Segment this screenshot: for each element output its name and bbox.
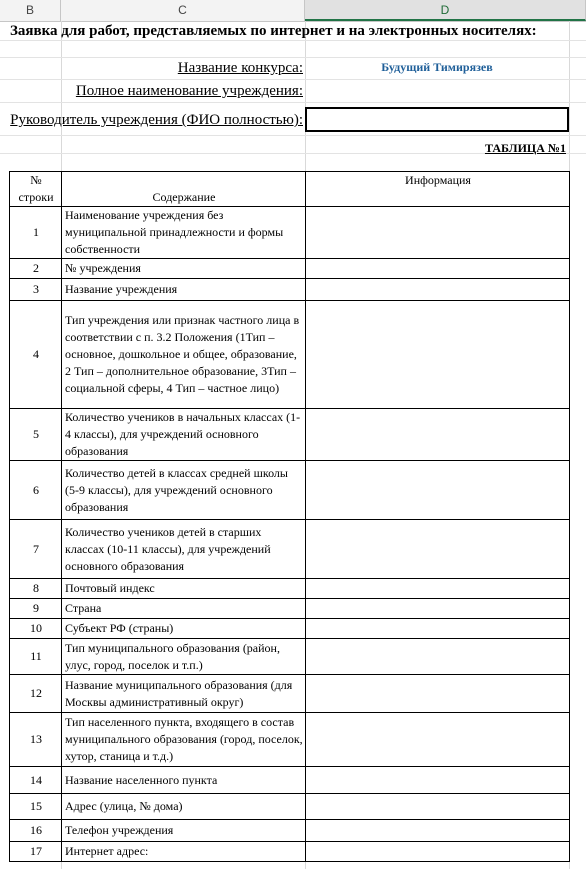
head-name-cell[interactable]: [305, 107, 569, 132]
row-info-cell[interactable]: [306, 842, 570, 862]
contest-label: Название конкурса:: [177, 60, 303, 76]
table-row: [10, 207, 570, 259]
row-content: Наименование учреждения без муниципальной принадлежности и формы собственности: [62, 207, 306, 259]
table-row: [10, 301, 570, 409]
table-row: [10, 461, 570, 520]
column-header-bar: [0, 0, 586, 22]
row-info-cell[interactable]: [306, 599, 570, 619]
row-info-cell[interactable]: [306, 259, 570, 279]
row-number: 11: [10, 639, 62, 675]
row-number: 5: [10, 409, 62, 461]
column-header-b[interactable]: B: [0, 0, 61, 21]
grid-line: [0, 79, 586, 80]
row-content: № учреждения: [62, 259, 306, 279]
table-row: [10, 409, 570, 461]
table-row: [10, 619, 570, 639]
row-number: 7: [10, 520, 62, 579]
row-info-cell[interactable]: [306, 409, 570, 461]
row-content: Название муниципального образования (для Москвы административный округ): [62, 675, 306, 713]
table-row: [10, 279, 570, 301]
row-number: 9: [10, 599, 62, 619]
row-info-cell[interactable]: [306, 619, 570, 639]
grid-line: [0, 135, 586, 136]
table-row: [10, 639, 570, 675]
row-number: 15: [10, 794, 62, 820]
row-number: 2: [10, 259, 62, 279]
column-header-d[interactable]: D: [305, 0, 586, 21]
row-content: Телефон учреждения: [62, 820, 306, 842]
row-number: 17: [10, 842, 62, 862]
table-row: [10, 842, 570, 862]
row-content: Тип населенного пункта, входящего в состав муниципального образования (город, поселок, хутор, станица и т.д.): [62, 713, 306, 767]
table-row: [10, 794, 570, 820]
table-header-row: [10, 172, 570, 207]
row-number: 16: [10, 820, 62, 842]
table-row: [10, 599, 570, 619]
row-content: Количество учеников детей в старших классах (10-11 классы), для учреждений основного образования: [62, 520, 306, 579]
table-row: [10, 713, 570, 767]
head-label: Руководитель учреждения (ФИО полностью):: [10, 112, 303, 128]
row-number: 6: [10, 461, 62, 520]
row-info-cell[interactable]: [306, 301, 570, 409]
table-row: [10, 520, 570, 579]
row-info-cell[interactable]: [306, 461, 570, 520]
row-number: 10: [10, 619, 62, 639]
table-row: [10, 579, 570, 599]
row-content: Тип учреждения или признак частного лица в соответствии с п. 3.2 Положения (1Тип – основное, дошкольное и общее, образование, 2 Тип – дополнительное образование, 3Тип – социальной сферы, 4 Тип – частное лицо): [62, 301, 306, 409]
row-info-cell[interactable]: [306, 767, 570, 794]
row-number: 8: [10, 579, 62, 599]
grid-line: [0, 57, 586, 58]
row-content: Количество детей в классах средней школы (5-9 классы), для учреждений основного образования: [62, 461, 306, 520]
row-number: 13: [10, 713, 62, 767]
row-info-cell[interactable]: [306, 713, 570, 767]
contest-value[interactable]: Будущий Тимирязев: [381, 60, 493, 74]
row-content: Почтовый индекс: [62, 579, 306, 599]
row-info-cell[interactable]: [306, 675, 570, 713]
row-number: 4: [10, 301, 62, 409]
row-content: Название населенного пункта: [62, 767, 306, 794]
row-content: Субъект РФ (страны): [62, 619, 306, 639]
row-number: 1: [10, 207, 62, 259]
row-info-cell[interactable]: [306, 579, 570, 599]
table-row: [10, 259, 570, 279]
column-header-c[interactable]: C: [61, 0, 305, 21]
row-info-cell[interactable]: [306, 794, 570, 820]
header-num: № строки: [10, 172, 62, 207]
row-content: Тип муниципального образования (район, улус, город, поселок и т.п.): [62, 639, 306, 675]
row-content: Адрес (улица, № дома): [62, 794, 306, 820]
table-row: [10, 820, 570, 842]
table-row: [10, 675, 570, 713]
row-number: 14: [10, 767, 62, 794]
row-info-cell[interactable]: [306, 639, 570, 675]
grid-line: [0, 102, 586, 103]
row-content: Количество учеников в начальных классах (1-4 классы), для учреждений основного образования: [62, 409, 306, 461]
row-info-cell[interactable]: [306, 820, 570, 842]
header-info: Информация: [306, 172, 570, 207]
row-info-cell[interactable]: [306, 279, 570, 301]
table-row: [10, 767, 570, 794]
row-info-cell[interactable]: [306, 520, 570, 579]
institution-label: Полное наименование учреждения:: [75, 83, 303, 99]
header-content: Содержание: [62, 172, 306, 207]
table-label: ТАБЛИЦА №1: [484, 141, 566, 155]
row-content: Страна: [62, 599, 306, 619]
row-info-cell[interactable]: [306, 207, 570, 259]
grid-line: [0, 40, 586, 41]
row-content: Название учреждения: [62, 279, 306, 301]
row-content: Интернет адрес:: [62, 842, 306, 862]
info-table: [9, 171, 570, 862]
form-title: Заявка для работ, представляемых по интернет и на электронных носителях:: [10, 23, 537, 39]
row-number: 12: [10, 675, 62, 713]
row-number: 3: [10, 279, 62, 301]
